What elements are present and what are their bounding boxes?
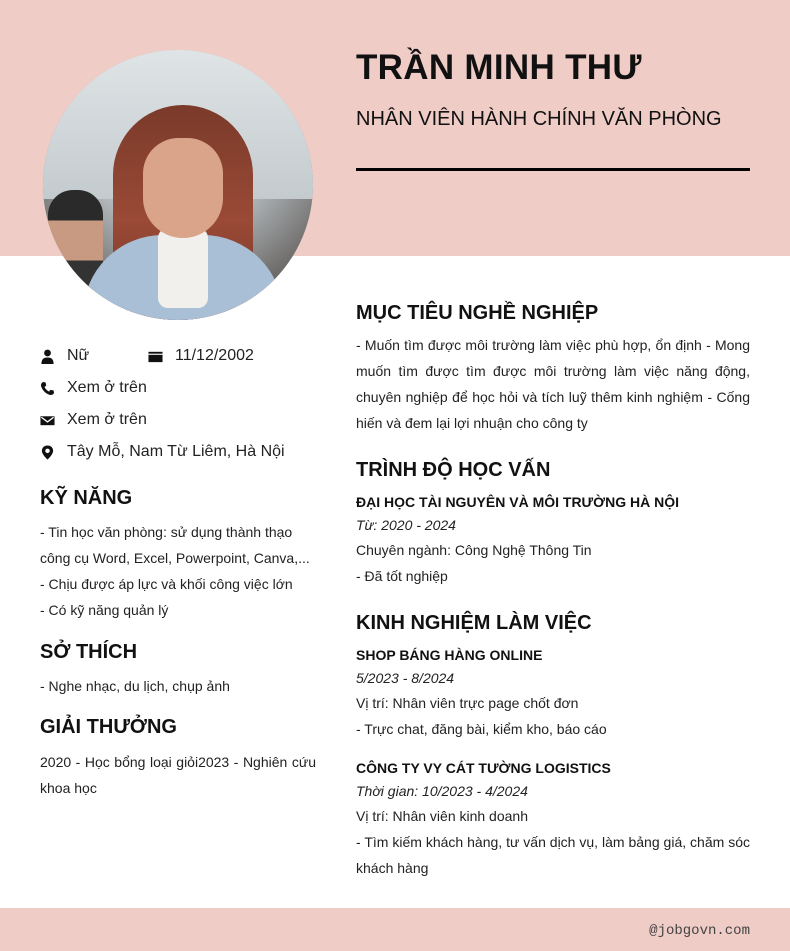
education-entry xyxy=(356,491,750,589)
company-name: CÔNG TY VY CÁT TƯỜNG LOGISTICS xyxy=(356,760,611,776)
gender-field xyxy=(40,347,148,365)
objective-heading: MỤC TIÊU NGHỀ NGHIỆP xyxy=(356,302,599,324)
footer-watermark: @jobgovn.com xyxy=(649,923,750,939)
phone-icon xyxy=(40,379,55,397)
calendar-icon xyxy=(148,347,163,365)
dob-value: 11/12/2002 xyxy=(175,347,254,364)
title-divider xyxy=(356,168,750,171)
address-value: Tây Mỗ, Nam Từ Liêm, Hà Nội xyxy=(67,443,285,460)
contact-info xyxy=(40,340,316,468)
photo-collar xyxy=(158,228,208,308)
person-icon xyxy=(40,347,55,365)
awards-text: 2020 - Học bổng loại giỏi2023 - Nghiên cứu khoa học xyxy=(40,754,316,796)
location-pin-icon xyxy=(40,443,55,461)
hobbies-heading: SỞ THÍCH xyxy=(40,641,138,663)
gender-value: Nữ xyxy=(67,347,90,364)
company-name: SHOP BÁNG HÀNG ONLINE xyxy=(356,647,543,663)
job-duties: - Tìm kiếm khách hàng, tư vấn dịch vụ, làm bảng giá, chăm sóc khách hàng xyxy=(356,834,750,876)
hobbies-text: - Nghe nhạc, du lịch, chụp ảnh xyxy=(40,678,230,694)
experience-entry xyxy=(356,644,750,742)
skill-item: - Tin học văn phòng: sử dụng thành thạo công cụ Word, Excel, Powerpoint, Canva,... xyxy=(40,524,310,566)
school-name: ĐẠI HỌC TÀI NGUYÊN VÀ MÔI TRƯỜNG HÀ NỘI xyxy=(356,494,680,510)
awards-heading: GIẢI THƯỞNG xyxy=(40,716,177,738)
experience-heading: KINH NGHIỆM LÀM VIỆC xyxy=(356,612,592,634)
footer-band xyxy=(0,908,790,951)
job-period: Thời gian: 10/2023 - 4/2024 xyxy=(356,783,528,799)
profile-photo xyxy=(43,50,313,320)
job-title: NHÂN VIÊN HÀNH CHÍNH VĂN PHÒNG xyxy=(356,108,722,130)
education-major: Chuyên ngành: Công Nghệ Thông Tin xyxy=(356,542,592,558)
skills-heading: KỸ NĂNG xyxy=(40,487,133,509)
phone-row xyxy=(40,372,316,404)
job-duties: - Trực chat, đăng bài, kiểm kho, báo cáo xyxy=(356,721,607,737)
education-heading: TRÌNH ĐỘ HỌC VẤN xyxy=(356,459,551,481)
email-row xyxy=(40,404,316,436)
job-position: Vị trí: Nhân viên trực page chốt đơn xyxy=(356,695,579,711)
candidate-name: TRẦN MINH THƯ xyxy=(356,48,642,87)
skill-item: - Có kỹ năng quản lý xyxy=(40,602,169,618)
education-period: Từ: 2020 - 2024 xyxy=(356,517,456,533)
mail-icon xyxy=(40,411,55,429)
experience-entry xyxy=(356,757,750,881)
job-period: 5/2023 - 8/2024 xyxy=(356,670,455,686)
address-row xyxy=(40,436,316,468)
email-value: Xem ở trên xyxy=(67,411,147,428)
objective-text: - Muốn tìm được môi trường làm việc phù hợp, ổn định - Mong muốn tìm được tìm được môi trường làm việc năng động, chuyên nghiệp để học hỏi và tích luỹ thêm kinh nghiệm - Cống hiến và đem lại lợi nhuận cho công ty xyxy=(356,337,750,431)
skills-list xyxy=(40,519,316,623)
dob-field xyxy=(148,347,254,365)
photo-face xyxy=(143,138,223,238)
skill-item: - Chịu được áp lực và khối công việc lớn xyxy=(40,576,293,592)
job-position: Vị trí: Nhân viên kinh doanh xyxy=(356,808,528,824)
phone-value: Xem ở trên xyxy=(67,379,147,396)
education-status: - Đã tốt nghiệp xyxy=(356,568,448,584)
gender-dob-row xyxy=(40,340,316,372)
